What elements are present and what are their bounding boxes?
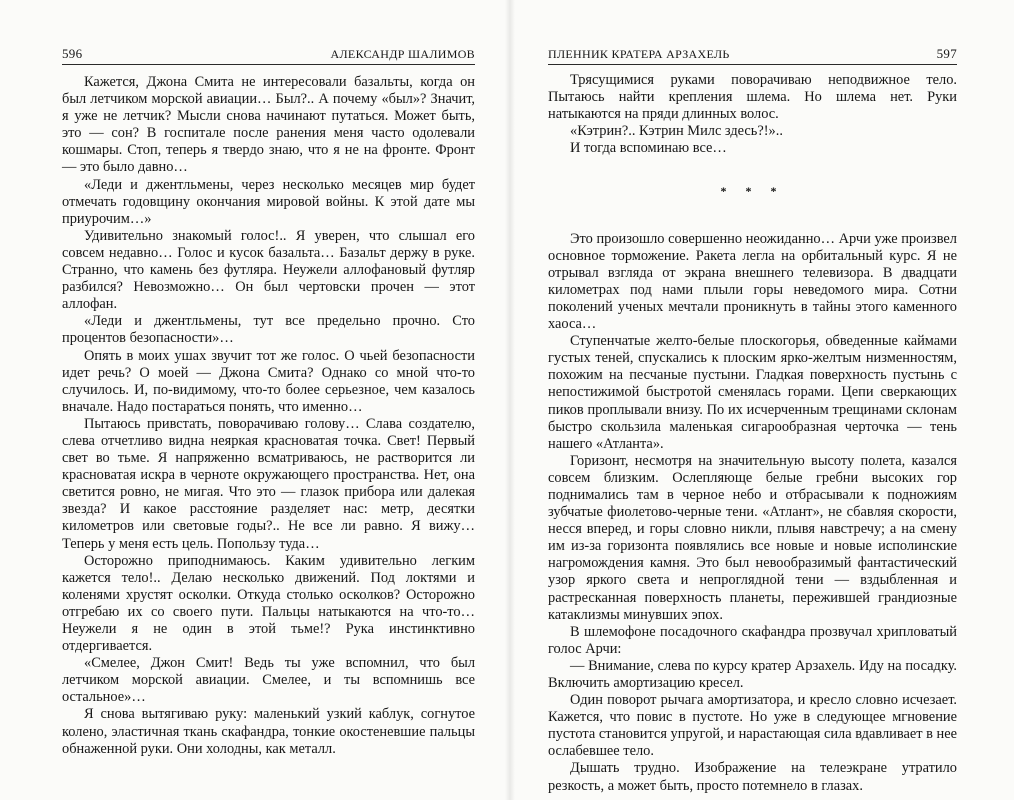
paragraph: Осторожно приподнимаюсь. Каким удивительно легким кажется тело!.. Делаю несколько движений. Под локтями и коленями хрустят осколки. Откуда столько осколков? Осторожно отгребаю их со своего пути. Пальцы натыкаются на что-то… Неужели я не один в этой тьме!? Рука инстинктивно отдергивается. (62, 552, 475, 655)
paragraph: «Леди и джентльмены, тут все предельно прочно. Сто процентов безопасности»… (62, 313, 475, 347)
paragraph: Один поворот рычага амортизатора, и кресло словно исчезает. Кажется, что повис в пустоте. Но уже в следующее мгновение пустота становится упругой, и нарастающая сила вдавливает в нее ослабевшее тело. (548, 692, 957, 760)
paragraph: Ступенчатые желто-белые плоскогорья, обведенные каймами густых теней, спускались к плоским ярко-желтым низменностям, похожим на песчаные пустыни. Гладкая поверхность пустынь с непостижимой быстротой сменялась горами. Цепи сверкающих пиков проплывали внизу. По их исчерченным трещинами склонам быстро скользила маленькая сигарообразная черточка — тень нашего «Атланта». (548, 333, 957, 452)
paragraph: Удивительно знакомый голос!.. Я уверен, что слышал его совсем недавно… Голос и кусок базальта… Базальт держу в руке. Странно, что камень без футляра. Неужели аллофановый футляр разбился? Невозможно… Он был чертовски прочен — этот аллофан. (62, 227, 475, 313)
paragraph: Кажется, Джона Смита не интересовали базальты, когда он был летчиком морской авиации… Был?.. А почему «был»? Значит, я уже не летчик? Мысли снова начинают путаться. Может быть, это — сон? В госпитале после ранения меня часто одолевали кошмары. Стоп, теперь я твердо знаю, что я не на фронте. Фронт — это было давно… (62, 74, 475, 176)
paragraph: Я снова вытягиваю руку: маленький узкий каблук, согнутое колено, эластичная ткань скафандра, тонкие окостеневшие пальцы обнаженной руки. Они холодны, как металл. (62, 706, 475, 757)
paragraph: Опять в моих ушах звучит тот же голос. О чьей безопасности идет речь? О моей — Джона Смита? Однако со мной что-то случилось. И, по-видимому, что-то более серьезное, чем казалось вначале. Надо постараться понять, что именно… (62, 347, 475, 415)
right-running-head-title: ПЛЕННИК КРАТЕРА АРЗАХЕЛЬ (548, 47, 730, 61)
paragraph: Горизонт, несмотря на значительную высоту полета, казался совсем близким. Ослепляюще белые гребни высоких гор поднимались там в черное небо и отбрасывали к подножиям зубчатые фиолетово-черные тени. «Атлант», не сбавляя скорости, несся вперед, и горы словно никли, плывя навстречу; а на смену им из-за горизонта появлялись все новые и новые исполинские нагромождения камня. Это был невообразимый фантастический узор яркого света и непроглядной тени — вздыбленная и растресканная поверхность планеты, пережившей грандиозные катаклизмы минувших эпох. (548, 452, 957, 623)
paragraph: «Кэтрин?.. Кэтрин Милс здесь?!».. (570, 123, 783, 140)
paragraph: «Смелее, Джон Смит! Ведь ты уже вспомнил, что был летчиком морской авиации. Смелее, и ты вспомнишь все остальное»… (62, 655, 475, 706)
paragraph: И тогда вспоминаю все… (570, 140, 727, 157)
left-page-body (62, 74, 475, 758)
right-page-body (548, 72, 957, 795)
left-page-number: 596 (62, 46, 83, 61)
left-running-head-author: АЛЕКСАНДР ШАЛИМОВ (330, 47, 475, 61)
right-running-head (548, 46, 957, 65)
paragraph: Это произошло совершенно неожиданно… Арчи уже произвел основное торможение. Ракета легла на орбитальный курс. Я не отрывал взгляда от экрана внешнего телевизора. В двадцати километрах под нами плыли горы неведомого мира. Сотни поколений ученых мечтали проникнуть в тайны этого каменного хаоса… (548, 230, 957, 333)
paragraph: «Леди и джентльмены, через несколько месяцев мир будет отмечать годовщину окончания мировой войны. К этой дате мы приурочим…» (62, 176, 475, 227)
book-gutter (505, 0, 515, 800)
left-running-head (62, 46, 475, 65)
paragraph: В шлемофоне посадочного скафандра прозвучал хрипловатый голос Арчи: (548, 623, 957, 657)
section-break: * * * (720, 184, 785, 199)
paragraph: Дышать трудно. Изображение на телеэкране утратило резкость, а может быть, просто потемнело в глазах. (548, 760, 957, 794)
paragraph: — Внимание, слева по курсу кратер Арзахель. Иду на посадку. Включить амортизацию кресел. (548, 657, 957, 691)
paragraph: Пытаюсь привстать, поворачиваю голову… Слава создателю, слева отчетливо видна неяркая красноватая точка. Свет! Первый свет во тьме. Я напряженно всматриваюсь, не растворится ли красноватая искра в черноте окружающего пространства. Нет, она светится ровно, не мигая. Что это — глазок прибора или далекая звезда? И какое расстояние разделяет нас: метр, десятки километров или световые годы?.. Не все ли равно. Я вижу… Теперь у меня есть цель. Попользу туда… (62, 415, 475, 552)
paragraph: Трясущимися руками поворачиваю неподвижное тело. Пытаюсь найти крепления шлема. Но шлема нет. Руки натыкаются на пряди длинных волос. (548, 72, 957, 123)
right-page-number: 597 (936, 46, 957, 61)
